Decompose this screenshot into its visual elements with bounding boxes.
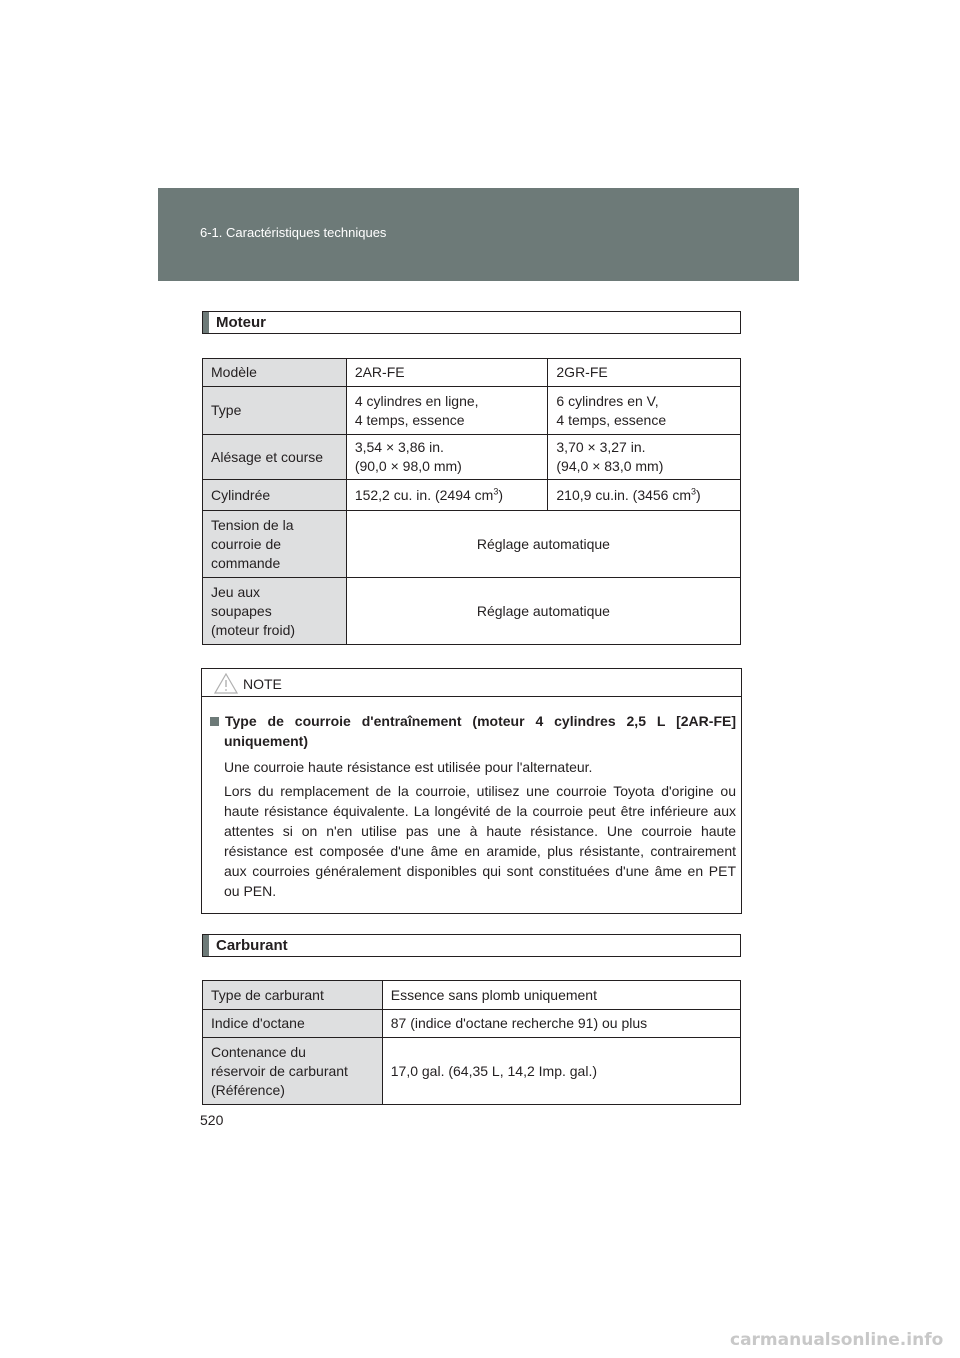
section-accent [203, 312, 209, 333]
warning-triangle-icon [214, 673, 238, 699]
row-label [203, 1038, 383, 1105]
superscript: 3 [691, 485, 697, 496]
label-line: Tension de la [211, 516, 294, 533]
table-row [203, 1010, 741, 1038]
note-heading-text: Type de courroie d'entraînement (moteur 4 cylindres 2,5 L [2AR-FE] uniquement) [224, 713, 736, 749]
row-label: Indice d'octane [203, 1010, 383, 1038]
cell-2ar: 2AR-FE [346, 359, 548, 387]
note-header [202, 669, 741, 697]
row-label [203, 511, 347, 578]
row-value: Essence sans plomb uniquement [382, 981, 740, 1010]
header-band [158, 188, 799, 281]
note-body [210, 711, 736, 901]
displacement-text: 210,9 cu.in. (3456 cm [556, 486, 692, 503]
row-label [203, 578, 347, 645]
merged-value: Réglage automatique [346, 511, 740, 578]
note-paragraph: Lors du remplacement de la courroie, utilisez une courroie Toyota d'origine ou haute résistance équivalente. La longévité de la courroie peut être inférieure aux attentes si on n'en utilise pas une à haute résistance. Une courroie haute résistance est composée d'une âme en aramide, plus résistante, contrairement aux courroies généralement disponibles qui sont constituées d'une âme en PET ou PEN. [224, 783, 736, 899]
page-number: 520 [200, 1112, 224, 1128]
cell-2ar [346, 435, 548, 480]
note-paragraph: Une courroie haute résistance est utilisée pour l'alternateur. [224, 759, 593, 775]
row-label: Modèle [203, 359, 347, 387]
cell-2ar [346, 387, 548, 435]
cell-2gr [548, 480, 741, 511]
label-line: (moteur froid) [211, 621, 296, 638]
engine-section-title: Moteur [216, 314, 266, 331]
cell-2gr [548, 435, 741, 480]
note-label: NOTE [243, 676, 282, 692]
square-bullet-icon [210, 717, 219, 726]
engine-section-heading [202, 311, 741, 334]
engine-spec-table [202, 358, 741, 645]
cell-line: 3,54 × 3,86 in. [354, 439, 444, 455]
label-line: Contenance du [211, 1043, 306, 1060]
label-line: Jeu aux [211, 583, 261, 600]
note-box [201, 668, 742, 914]
table-row [203, 435, 741, 480]
cell-2gr [548, 387, 741, 435]
row-label: Alésage et course [203, 435, 347, 480]
merged-value: Réglage automatique [346, 578, 740, 645]
fuel-section-title: Carburant [216, 937, 288, 954]
cell-2gr: 2GR-FE [548, 359, 741, 387]
row-label: Cylindrée [203, 480, 347, 511]
label-line: réservoir de carburant [211, 1062, 348, 1079]
table-row [203, 1038, 741, 1105]
label-line: commande [211, 554, 281, 571]
displacement-text: 152,2 cu. in. (2494 cm [354, 486, 494, 503]
cell-2ar [346, 480, 548, 511]
fuel-section-heading [202, 934, 741, 957]
label-line: (Référence) [211, 1081, 285, 1098]
watermark: carmanualsonline.info [730, 1330, 944, 1350]
table-row [203, 387, 741, 435]
table-row [203, 511, 741, 578]
table-row [203, 480, 741, 511]
row-value: 87 (indice d'octane recherche 91) ou plus [382, 1010, 740, 1038]
row-value: 17,0 gal. (64,35 L, 14,2 Imp. gal.) [382, 1038, 740, 1105]
section-accent [203, 935, 209, 956]
table-row [203, 578, 741, 645]
cell-line: 4 cylindres en ligne, [354, 392, 479, 409]
section-title: 6-1. Caractéristiques techniques [200, 225, 387, 240]
cell-line: (90,0 × 98,0 mm) [354, 458, 462, 474]
fuel-spec-table [202, 980, 741, 1105]
table-row [203, 981, 741, 1010]
cell-line: 4 temps, essence [354, 411, 465, 428]
label-line: soupapes [211, 602, 272, 619]
row-label: Type de carburant [203, 981, 383, 1010]
cell-line: 4 temps, essence [556, 411, 667, 428]
displacement-close: ) [498, 486, 504, 503]
superscript: 3 [493, 485, 499, 496]
row-label: Type [203, 387, 347, 435]
cell-line: 6 cylindres en V, [556, 392, 659, 409]
cell-line: 3,70 × 3,27 in. [556, 439, 646, 455]
displacement-close: ) [696, 486, 701, 503]
table-row [203, 359, 741, 387]
note-heading [210, 711, 736, 751]
cell-line: (94,0 × 83,0 mm) [556, 458, 664, 474]
label-line: courroie de [211, 535, 282, 552]
